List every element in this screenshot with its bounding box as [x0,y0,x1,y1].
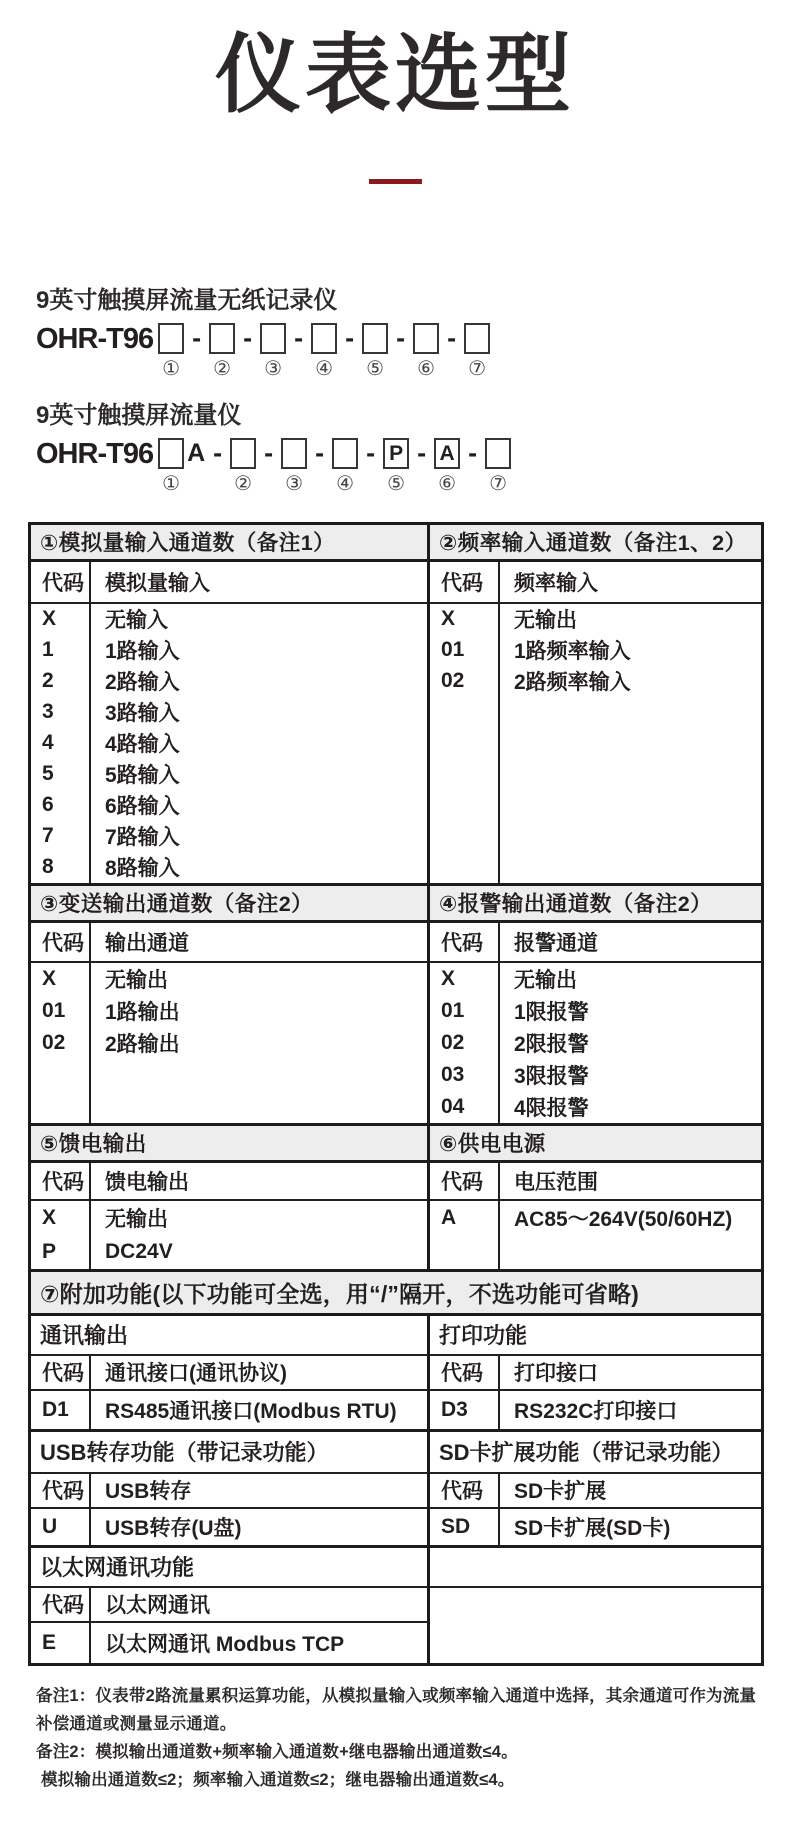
model-box-A: A [434,438,460,469]
model-box-2 [209,323,235,354]
model-box-7 [485,438,511,469]
note-line-2: 补偿通道或测量显示通道。 [36,1714,237,1733]
note-line-4: 模拟输出通道数≤2；频率输入通道数≤2；继电器输出通道数≤4。 [41,1770,515,1789]
desc-cell: DC24V [105,1239,173,1263]
model-box-P: P [383,438,409,469]
product-name-flowmeter: 9英寸触摸屏流量仪 [36,401,242,429]
code-cell: E [42,1630,57,1654]
code-header-cell: 代码 [31,1588,89,1623]
model-prefix: OHR-T96 [36,437,154,470]
code-cell: 03 [441,1062,465,1086]
subsection-comm [31,1316,427,1429]
code-header-cell: 代码 [430,923,498,963]
position-number-7: ⑦ [489,472,508,495]
accent-dash [369,179,422,184]
model-code-line-flowmeter [36,438,790,500]
model-segment-6 [434,438,460,495]
desc-cell: 无输出 [514,968,577,992]
band-power [31,1126,761,1272]
desc-cell: RS232C打印接口 [514,1399,678,1423]
product-block-flowmeter [36,403,790,500]
model-segment-5 [362,323,388,380]
footnotes [36,1682,790,1794]
dash-separator: - [468,437,478,468]
desc-cell: 4路输入 [105,733,180,757]
section-transmit-output [31,886,430,1123]
column-header-cell: 以太网通讯 [91,1588,427,1623]
model-segment-6 [413,323,439,380]
subsection-title-ethernet: 以太网通讯功能 [31,1548,427,1588]
desc-cell: 2路输入 [105,671,180,695]
dash-separator: - [294,322,304,353]
desc-cell: 无输出 [105,1207,168,1231]
code-cell: 02 [441,669,465,693]
product-name-recorder: 9英寸触摸屏流量无纸记录仪 [36,286,338,314]
code-cell: 8 [42,855,54,879]
dash-separator: - [243,322,253,353]
section-analog-input [31,525,430,883]
column-header-cell: 馈电输出 [91,1163,427,1201]
model-segment-1 [158,438,184,495]
code-cell: 01 [42,998,66,1022]
code-cell: 4 [42,731,54,755]
section-title-frequency: ②频率输入通道数（备注1、2） [430,525,761,562]
column-header-cell: USB转存 [91,1474,427,1509]
model-prefix: OHR-T96 [36,322,154,355]
desc-cell: 4限报警 [514,1096,589,1120]
code-cell: 02 [441,1030,465,1054]
position-number-1: ① [162,472,181,495]
section-title-alarm: ④报警输出通道数（备注2） [430,886,761,923]
model-segment-4 [311,323,337,380]
code-header-cell: 代码 [430,1474,498,1509]
empty-header-cell [430,1548,761,1588]
section-title-feed: ⑤馈电输出 [31,1126,427,1163]
section-title-extra: ⑦附加功能(以下功能可全选，用“/”隔开，不选功能可省略) [31,1272,761,1316]
column-header-cell: 通讯接口(通讯协议) [91,1356,427,1391]
code-cell: 01 [441,998,465,1022]
position-number-7: ⑦ [468,357,487,380]
subsection-title-comm: 通讯输出 [31,1316,427,1356]
subsection-title-sd: SD卡扩展功能（带记录功能） [430,1432,761,1474]
desc-cell: 5路输入 [105,764,180,788]
model-segment-2 [209,323,235,380]
dash-separator: - [417,437,427,468]
code-cell: 3 [42,700,54,724]
model-box-4 [332,438,358,469]
position-number-3: ③ [264,357,283,380]
dash-separator: - [213,437,223,468]
section-alarm-output [430,886,761,1123]
band-extra-functions [31,1316,761,1663]
model-segment-4 [332,438,358,495]
column-header-cell: 输出通道 [91,923,427,963]
column-header-cell: SD卡扩展 [500,1474,761,1509]
position-number-4: ④ [336,472,355,495]
desc-cell: 以太网通讯 Modbus TCP [105,1632,345,1656]
subsection-title-usb: USB转存功能（带记录功能） [31,1432,427,1474]
model-segment-2 [230,438,256,495]
subsection-print [430,1316,761,1429]
code-header-cell: 代码 [31,1474,89,1509]
dash-separator: - [345,322,355,353]
fixed-code-letter: A [187,438,206,467]
code-cell: U [42,1514,58,1538]
subsection-ethernet [31,1545,427,1663]
position-number-3: ③ [285,472,304,495]
position-number-4: ④ [315,357,334,380]
code-header-cell: 代码 [31,923,89,963]
position-number-6: ⑥ [438,472,457,495]
desc-cell: AC85～264V(50/60HZ) [514,1207,733,1231]
desc-cell: USB转存(U盘) [105,1516,242,1540]
code-cell: X [42,1205,57,1229]
dash-separator: - [366,437,376,468]
desc-cell: RS485通讯接口(Modbus RTU) [105,1399,397,1423]
model-segment-3 [260,323,286,380]
desc-cell: 3路输入 [105,702,180,726]
code-header-cell: 代码 [430,1356,498,1391]
desc-cell: 1路频率输入 [514,640,631,664]
code-header-cell: 代码 [31,562,89,604]
desc-cell: 1路输出 [105,1000,180,1024]
code-cell: SD [441,1514,471,1538]
code-cell: 6 [42,793,54,817]
model-box-1 [158,438,184,469]
code-cell: D1 [42,1397,69,1421]
model-box-3 [281,438,307,469]
model-box-4 [311,323,337,354]
desc-cell: 1限报警 [514,1000,589,1024]
model-segment-1 [158,323,184,380]
desc-cell: 6路输入 [105,795,180,819]
empty-cell [430,1588,761,1663]
note-line-1: 备注1：仪表带2路流量累积运算功能，从模拟量输入或频率输入通道中选择，其余通道可作为流量 [36,1686,757,1705]
subsection-sd [430,1429,761,1545]
code-cell: X [441,607,456,631]
model-box-3 [260,323,286,354]
code-cell: 04 [441,1094,465,1118]
code-cell: 2 [42,669,54,693]
column-header-cell: 频率输入 [500,562,761,604]
model-box-6 [413,323,439,354]
dash-separator: - [396,322,406,353]
model-selection-area [36,288,790,500]
code-cell: 7 [42,824,54,848]
code-cell: D3 [441,1397,468,1421]
section-power-supply [430,1126,761,1269]
code-cell: 02 [42,1030,66,1054]
section-title-analog: ①模拟量输入通道数（备注1） [31,525,427,562]
code-header-cell: 代码 [31,1356,89,1391]
code-cell: X [441,966,456,990]
column-header-cell: 报警通道 [500,923,761,963]
code-cell: P [42,1239,57,1263]
desc-cell: 8路输入 [105,857,180,881]
dash-separator: - [264,437,274,468]
code-header-cell: 代码 [430,1163,498,1201]
model-segment-7 [485,438,511,495]
subsection-empty [430,1545,761,1663]
code-header-cell: 代码 [430,562,498,604]
section-feed-output [31,1126,430,1269]
position-number-1: ① [162,357,181,380]
desc-cell: 无输出 [514,609,577,633]
desc-cell: 无输出 [105,968,168,992]
code-cell: 5 [42,762,54,786]
code-header-cell: 代码 [31,1163,89,1201]
desc-cell: 2限报警 [514,1032,589,1056]
code-cell: 01 [441,638,465,662]
desc-cell: 1路输入 [105,640,180,664]
model-code-line-recorder [36,323,790,385]
model-box-5 [362,323,388,354]
code-cell: X [42,966,57,990]
subsection-title-print: 打印功能 [430,1316,761,1356]
position-number-2: ② [234,472,253,495]
subsection-usb [31,1429,427,1545]
model-segment-3 [281,438,307,495]
section-title-transmit: ③变送输出通道数（备注2） [31,886,427,923]
desc-cell: 2路输出 [105,1032,180,1056]
code-cell: X [42,607,57,631]
page-title: 仪表选型 [215,27,575,123]
position-number-5: ⑤ [366,357,385,380]
code-cell: A [441,1205,457,1229]
band-output-channels [31,886,761,1126]
code-cell: 1 [42,638,54,662]
position-number-6: ⑥ [417,357,436,380]
model-box-1 [158,323,184,354]
selection-table [28,522,764,1666]
position-number-2: ② [213,357,232,380]
band-input-channels [31,525,761,886]
dash-separator: - [447,322,457,353]
product-block-recorder [36,288,790,385]
model-box-7 [464,323,490,354]
section-title-power: ⑥供电电源 [430,1126,761,1163]
desc-cell: SD卡扩展(SD卡) [514,1516,671,1540]
column-header-cell: 电压范围 [500,1163,761,1201]
model-segment-7 [464,323,490,380]
position-number-5: ⑤ [387,472,406,495]
desc-cell: 7路输入 [105,826,180,850]
column-header-cell: 模拟量输入 [91,562,427,604]
model-box-2 [230,438,256,469]
dash-separator: - [192,322,202,353]
model-segment-5 [383,438,409,495]
desc-cell: 2路频率输入 [514,671,631,695]
column-header-cell: 打印接口 [500,1356,761,1391]
desc-cell: 无输入 [105,609,168,633]
dash-separator: - [315,437,325,468]
note-line-3: 备注2：模拟输出通道数+频率输入通道数+继电器输出通道数≤4。 [36,1742,518,1761]
desc-cell: 3限报警 [514,1064,589,1088]
section-frequency-input [430,525,761,883]
